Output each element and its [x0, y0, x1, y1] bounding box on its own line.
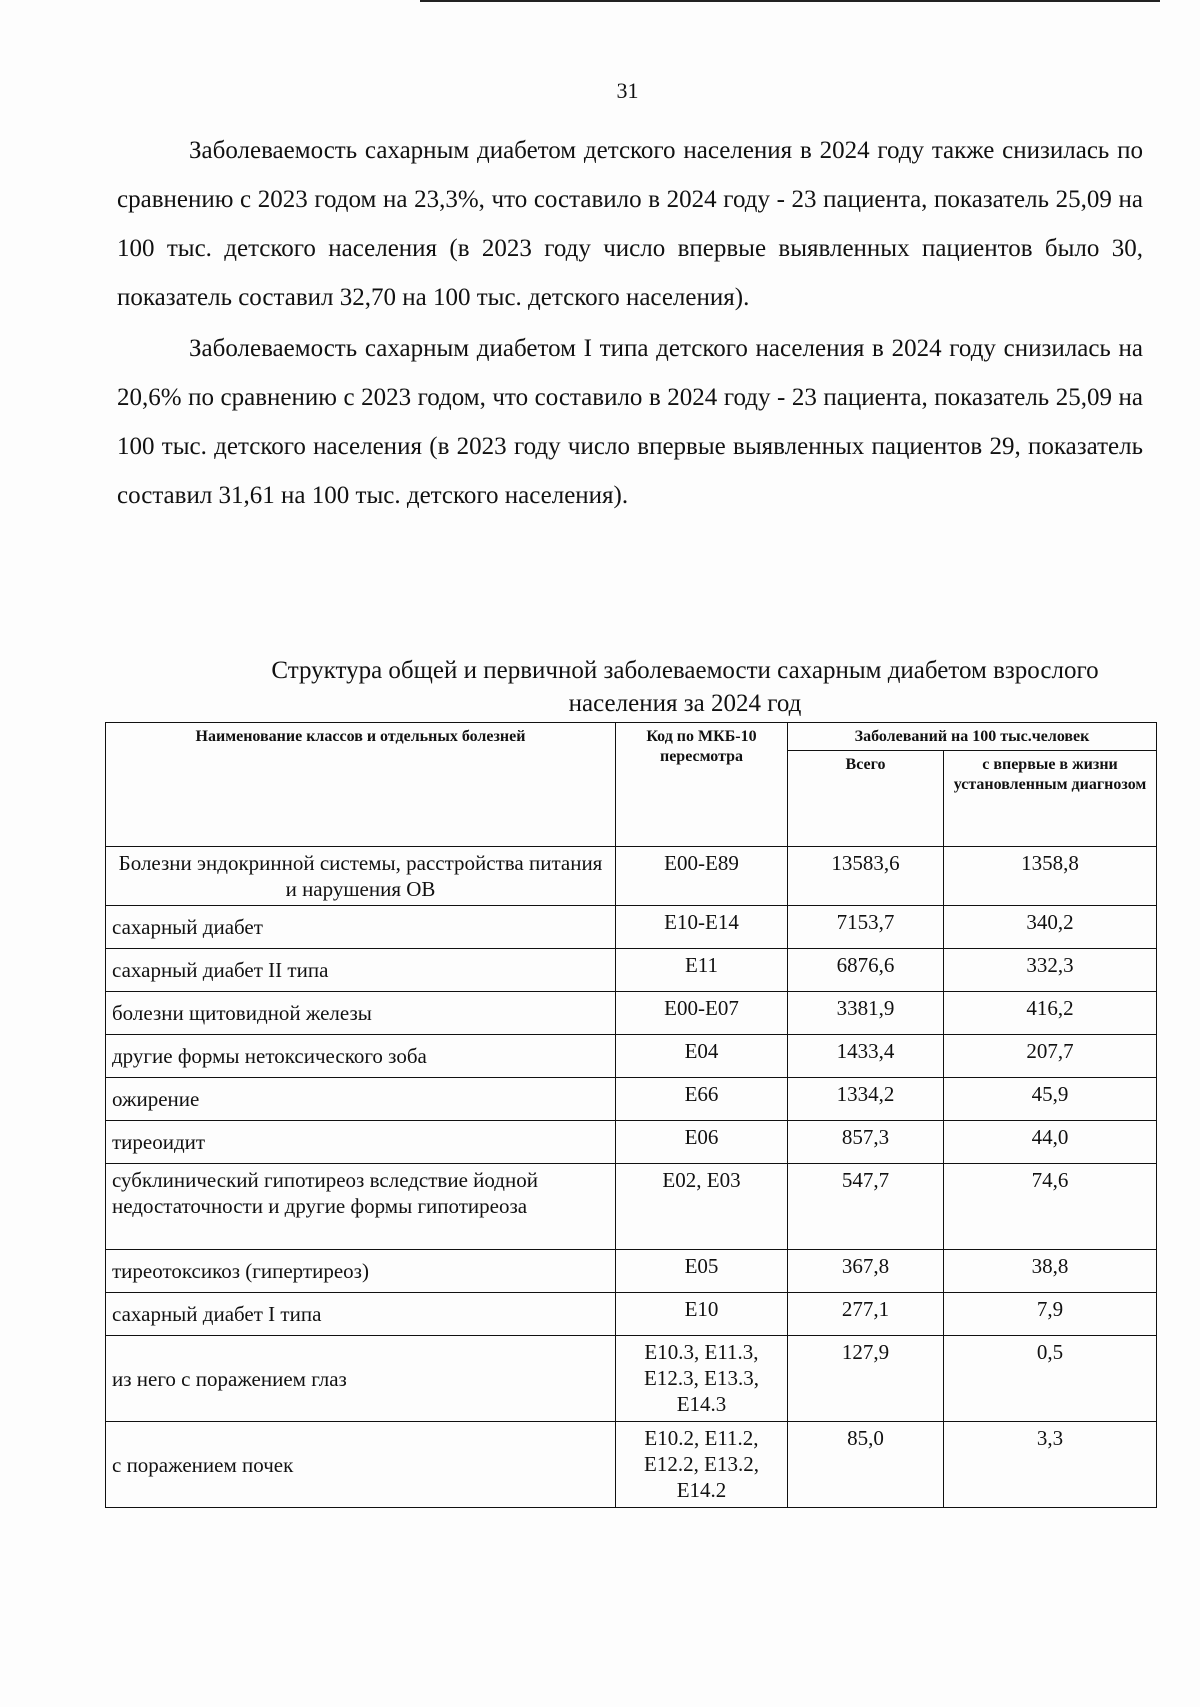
table-row — [106, 1164, 1157, 1250]
row-total: 127,9 — [788, 1336, 944, 1422]
header-group: Заболеваний на 100 тыс.человек — [788, 723, 1157, 751]
row-total: 1433,4 — [788, 1035, 944, 1078]
row-code: E02, E03 — [616, 1164, 788, 1250]
row-name: с поражением почек — [106, 1422, 616, 1508]
row-code: E10.2, E11.2, E12.2, E13.2, E14.2 — [616, 1422, 788, 1508]
table-row — [106, 1250, 1157, 1293]
row-first: 0,5 — [944, 1336, 1157, 1422]
row-first: 38,8 — [944, 1250, 1157, 1293]
table-row — [106, 1035, 1157, 1078]
row-code: E10.3, E11.3, E12.3, E13.3, E14.3 — [616, 1336, 788, 1422]
row-total: 7153,7 — [788, 906, 944, 949]
paragraph-2: Заболеваемость сахарным диабетом I типа детского населения в 2024 году снизилась на 20,6% по сравнению с 2023 годом, что составило в 2024 году - 23 пациента, показатель 25,09 на 100 тыс. детского населения (в 2023 году число впервые выявленных пациентов 29, показатель составил 31,61 на 100 тыс. детского населения). — [117, 335, 1143, 509]
row-name: сахарный диабет I типа — [106, 1293, 616, 1336]
row-code: E06 — [616, 1121, 788, 1164]
row-total: 367,8 — [788, 1250, 944, 1293]
body-text — [117, 126, 1143, 520]
row-code: E66 — [616, 1078, 788, 1121]
row-total: 1334,2 — [788, 1078, 944, 1121]
row-name: болезни щитовидной железы — [106, 992, 616, 1035]
table-row — [106, 906, 1157, 949]
row-first: 74,6 — [944, 1164, 1157, 1250]
row-name: сахарный диабет — [106, 906, 616, 949]
row-code: E10-E14 — [616, 906, 788, 949]
row-name: тиреоидит — [106, 1121, 616, 1164]
row-name: сахарный диабет II типа — [106, 949, 616, 992]
row-first: 416,2 — [944, 992, 1157, 1035]
table-row — [106, 1336, 1157, 1422]
row-code: E04 — [616, 1035, 788, 1078]
table-header-row-1 — [106, 723, 1157, 751]
table-row — [106, 847, 1157, 906]
header-total: Всего — [788, 751, 944, 847]
top-border-line — [420, 0, 1160, 2]
table-row — [106, 1121, 1157, 1164]
row-total: 13583,6 — [788, 847, 944, 906]
table-row — [106, 949, 1157, 992]
header-first: с впервые в жизни установленным диагнозом — [944, 751, 1157, 847]
row-first: 7,9 — [944, 1293, 1157, 1336]
row-code: E00-E89 — [616, 847, 788, 906]
table-title-line-1: Структура общей и первичной заболеваемости сахарным диабетом взрослого — [271, 657, 1099, 684]
row-code: E10 — [616, 1293, 788, 1336]
row-total: 547,7 — [788, 1164, 944, 1250]
row-total: 277,1 — [788, 1293, 944, 1336]
row-first: 332,3 — [944, 949, 1157, 992]
morbidity-table — [105, 722, 1157, 1508]
table-title-line-2: населения за 2024 год — [568, 690, 802, 717]
header-name: Наименование классов и отдельных болезней — [106, 723, 616, 847]
row-name: субклинический гипотиреоз вследствие йодной недостаточности и другие формы гипотиреоза — [106, 1164, 616, 1250]
row-code: E00-E07 — [616, 992, 788, 1035]
row-first: 1358,8 — [944, 847, 1157, 906]
page-number: 31 — [616, 78, 639, 103]
table-row — [106, 1293, 1157, 1336]
row-name: Болезни эндокринной системы, расстройства питания и нарушения ОВ — [106, 847, 616, 906]
table-row — [106, 1422, 1157, 1508]
table-title — [110, 654, 1140, 720]
row-name: из него с поражением глаз — [106, 1336, 616, 1422]
row-name: тиреотоксикоз (гипертиреоз) — [106, 1250, 616, 1293]
row-first: 207,7 — [944, 1035, 1157, 1078]
paragraph-1: Заболеваемость сахарным диабетом детского населения в 2024 году также снизилась по сравнению с 2023 годом на 23,3%, что составило в 2024 году - 23 пациента, показатель 25,09 на 100 тыс. детского населения (в 2023 году число впервые выявленных пациентов было 30, показатель составил 32,70 на 100 тыс. детского населения). — [117, 137, 1143, 311]
header-code: Код по МКБ-10 пересмотра — [616, 723, 788, 847]
row-code: E05 — [616, 1250, 788, 1293]
row-total: 857,3 — [788, 1121, 944, 1164]
row-total: 6876,6 — [788, 949, 944, 992]
row-code: E11 — [616, 949, 788, 992]
table-row — [106, 1078, 1157, 1121]
row-first: 45,9 — [944, 1078, 1157, 1121]
row-first: 3,3 — [944, 1422, 1157, 1508]
row-total: 3381,9 — [788, 992, 944, 1035]
row-total: 85,0 — [788, 1422, 944, 1508]
row-first: 340,2 — [944, 906, 1157, 949]
row-first: 44,0 — [944, 1121, 1157, 1164]
table-row — [106, 992, 1157, 1035]
row-name: другие формы нетоксического зоба — [106, 1035, 616, 1078]
row-name: ожирение — [106, 1078, 616, 1121]
